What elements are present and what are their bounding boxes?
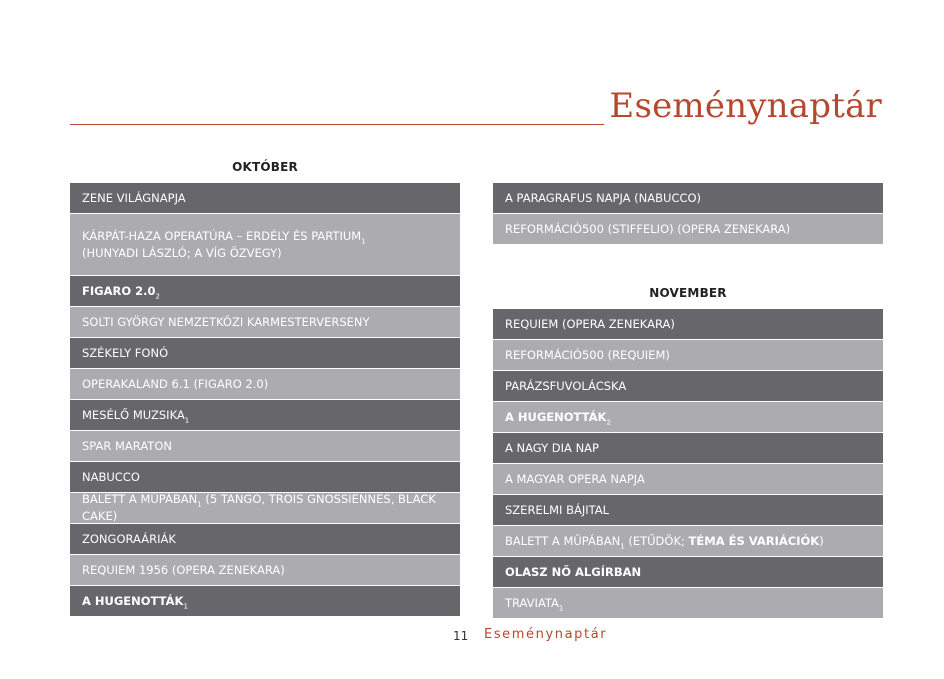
event-text	[82, 345, 168, 362]
event-text	[505, 502, 609, 519]
event-row	[70, 462, 460, 493]
event-footnote-marker: 1	[197, 500, 202, 509]
event-details-bold: TÉMA ÉS VARIÁCIÓK	[688, 533, 820, 548]
event-title: REQUIEM 1956 (OPERA ZENEKARA)	[82, 562, 285, 577]
event-row	[493, 588, 883, 619]
event-text	[505, 378, 626, 395]
event-text	[505, 409, 611, 426]
event-text	[505, 595, 563, 612]
event-row	[70, 431, 460, 462]
event-footnote-marker: 1	[361, 236, 366, 245]
event-row	[70, 524, 460, 555]
event-footnote-marker: 1	[558, 603, 564, 612]
page-number: 11	[453, 629, 469, 643]
event-title: A MAGYAR OPERA NAPJA	[505, 471, 645, 486]
event-title: A HUGENOTTÁK	[505, 409, 607, 424]
event-title: A NAGY DIA NAP	[505, 440, 599, 455]
event-text	[82, 493, 448, 524]
event-text	[82, 562, 285, 579]
event-text	[505, 440, 599, 457]
event-title: BALETT A MÜPÁBAN	[82, 493, 198, 506]
event-row	[70, 276, 460, 307]
event-text	[82, 376, 268, 393]
event-title: ZONGORAÁRIÁK	[82, 531, 176, 546]
event-row	[70, 400, 460, 431]
event-title: MESÉLŐ MUZSIKA	[82, 407, 185, 422]
event-details: (5 TANGÓ, TROIS GNOSSIENNES, BLACK CAKE)	[82, 493, 436, 523]
event-text	[82, 438, 172, 455]
event-text	[82, 190, 186, 207]
event-text	[82, 531, 176, 548]
event-row	[493, 340, 883, 371]
event-title: REFORMÁCIÓ500 (STIFFELIO) (OPERA ZENEKARA)	[505, 221, 791, 236]
event-title: A PARAGRAFUS NAPJA (NABUCCO)	[505, 190, 702, 205]
event-title: TRAVIATA	[505, 595, 559, 610]
event-title: REFORMÁCIÓ500 (REQUIEM)	[505, 347, 670, 362]
event-row	[493, 433, 883, 464]
event-text	[505, 347, 670, 364]
footer-section-title: Eseménynaptár	[484, 627, 608, 642]
event-row	[70, 183, 460, 214]
event-title: SOLTI GYÖRGY NEMZETKÖZI KARMESTERVERSENY	[82, 314, 370, 329]
event-row	[70, 214, 460, 276]
event-row	[493, 309, 883, 340]
event-title: OLASZ NŐ ALGÍRBAN	[505, 564, 642, 579]
event-details-tail: )	[819, 533, 824, 548]
event-title: SPAR MARATON	[82, 438, 172, 453]
event-footnote-marker: 1	[183, 601, 188, 610]
event-title: SZÉKELY FONÓ	[82, 345, 169, 360]
event-row	[493, 464, 883, 495]
event-title: NABUCCO	[82, 469, 140, 484]
event-text	[82, 407, 189, 424]
event-text	[505, 221, 790, 238]
event-row	[493, 183, 883, 214]
title-rule	[70, 124, 604, 125]
event-text	[505, 564, 641, 581]
november-event-list	[493, 309, 883, 619]
event-title: ZENE VILÁGNAPJA	[82, 190, 186, 205]
october-continued-event-list	[493, 183, 883, 245]
month-heading-october: OKTÓBER	[232, 160, 298, 174]
event-footnote-marker: 2	[155, 291, 160, 300]
event-row	[493, 371, 883, 402]
event-text	[82, 593, 188, 610]
event-footnote-marker: 1	[184, 415, 190, 424]
event-title: KÁRPÁT-HAZA OPERATÚRA – ERDÉLY ÉS PARTIUM	[82, 228, 362, 243]
event-text	[82, 228, 366, 262]
event-row	[70, 555, 460, 586]
event-text	[505, 316, 675, 333]
event-title: BALETT A MÜPÁBAN	[505, 533, 621, 548]
event-title: PARÁZSFUVOLÁCSKA	[505, 378, 627, 393]
event-title: REQUIEM (OPERA ZENEKARA)	[505, 316, 675, 331]
event-footnote-marker: 2	[606, 417, 611, 426]
event-row	[493, 526, 883, 557]
event-title: FIGARO 2.0	[82, 283, 156, 298]
event-row	[70, 369, 460, 400]
event-text	[505, 533, 824, 550]
event-row	[493, 557, 883, 588]
event-details: (ETŰDÖK;	[624, 533, 689, 548]
event-row	[493, 214, 883, 245]
event-row	[70, 586, 460, 617]
event-text	[82, 469, 140, 486]
event-row	[70, 307, 460, 338]
page-title: Eseménynaptár	[609, 86, 882, 126]
event-title: A HUGENOTTÁK	[82, 593, 184, 608]
event-title: SZERELMI BÁJITAL	[505, 502, 610, 517]
event-row	[493, 402, 883, 433]
event-row	[70, 493, 460, 524]
event-text	[505, 190, 701, 207]
event-text	[82, 314, 370, 331]
event-row	[70, 338, 460, 369]
event-text	[505, 471, 645, 488]
month-heading-november: NOVEMBER	[649, 286, 727, 300]
event-text	[82, 283, 160, 300]
event-title: OPERAKALAND 6.1 (FIGARO 2.0)	[82, 376, 269, 391]
event-footnote-marker: 1	[620, 541, 625, 550]
event-subtitle: (HUNYADI LÁSZLÓ; A VÍG ÖZVEGY)	[82, 245, 282, 260]
event-row	[493, 495, 883, 526]
october-event-list	[70, 183, 460, 617]
